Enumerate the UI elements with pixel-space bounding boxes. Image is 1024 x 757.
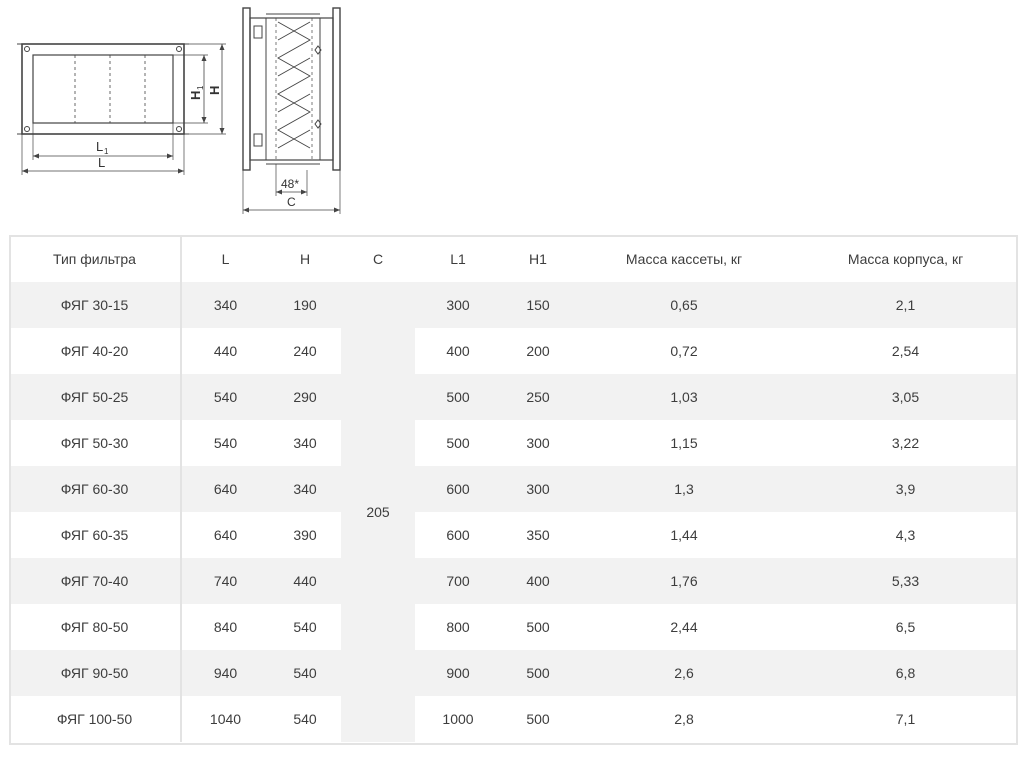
bolt-icon	[25, 127, 30, 132]
cell-l1: 300	[415, 282, 501, 328]
cell-cassette-mass: 1,03	[575, 374, 793, 420]
header-h: H	[299, 250, 311, 267]
cell-l: 940	[181, 650, 269, 696]
dim-label-h1: H	[188, 90, 203, 100]
cell-body-mass: 3,22	[891, 435, 920, 451]
header-l1: L1	[450, 250, 466, 267]
cell-type: ФЯГ 80-50	[9, 604, 181, 650]
clamp-icon	[254, 134, 262, 146]
table-header-row	[9, 235, 1018, 282]
cell-cassette-mass: 1,15	[670, 435, 698, 451]
cell-body-mass: 6,8	[793, 650, 1018, 696]
cell-h1: 150	[501, 282, 575, 328]
cell-l: 640	[213, 527, 238, 543]
cell-type: ФЯГ 50-25	[9, 374, 181, 420]
cell-type: ФЯГ 60-35	[9, 512, 181, 558]
cell-body-mass: 7,1	[895, 711, 916, 727]
cell-h1: 350	[526, 527, 550, 543]
header-h1: H1	[529, 250, 547, 267]
cell-l1: 900	[415, 650, 501, 696]
header-c: C	[372, 250, 384, 267]
cell-cassette-mass: 1,44	[670, 527, 698, 543]
table-row	[9, 328, 1018, 374]
cell-h: 290	[269, 374, 341, 420]
cell-l: 640	[181, 466, 269, 512]
cell-body-mass: 2,1	[793, 282, 1018, 328]
bolt-icon	[25, 47, 30, 52]
table-row	[9, 696, 1018, 742]
cell-h: 540	[269, 650, 341, 696]
dim-label-l1: L	[96, 139, 104, 154]
cell-l1: 700	[415, 558, 501, 604]
cell-h: 240	[293, 343, 317, 359]
cell-h1: 500	[526, 619, 550, 635]
cell-l: 340	[181, 282, 269, 328]
cell-l: 840	[213, 619, 238, 635]
cell-h1: 300	[501, 466, 575, 512]
cell-h1: 200	[526, 343, 550, 359]
cell-l: 1040	[209, 711, 242, 727]
bolt-icon	[177, 47, 182, 52]
cell-l1: 500	[446, 435, 470, 451]
cell-h: 390	[293, 527, 317, 543]
cell-h: 340	[269, 466, 341, 512]
cell-h: 340	[293, 435, 317, 451]
cell-l1: 400	[446, 343, 470, 359]
side-view-labels	[281, 177, 299, 209]
cell-cassette-mass: 0,72	[670, 343, 698, 359]
table-row	[9, 650, 1018, 696]
cell-body-mass: 6,5	[895, 619, 916, 635]
cell-h1: 300	[526, 435, 550, 451]
table-row	[9, 374, 1018, 420]
cell-cassette-mass: 2,8	[674, 711, 694, 727]
cell-h1: 400	[501, 558, 575, 604]
front-inner-frame	[33, 55, 173, 123]
cell-cassette-mass: 2,44	[670, 619, 698, 635]
filter-spec-table	[9, 235, 1018, 742]
header-type: Тип фильтра	[9, 235, 181, 282]
cell-body-mass: 3,05	[793, 374, 1018, 420]
dim-label-l: L	[98, 155, 106, 170]
front-view-labels	[96, 85, 222, 170]
dim-label-c: C	[287, 195, 296, 209]
dim-label-h1-sub: 1	[196, 85, 205, 90]
dim-label-l1-sub: 1	[104, 147, 109, 156]
dim-label-h: H	[207, 85, 222, 95]
cell-l1: 800	[446, 619, 470, 635]
header-l: L	[221, 250, 230, 267]
cell-l: 540	[213, 435, 238, 451]
cell-h1: 250	[501, 374, 575, 420]
cell-l: 540	[181, 374, 269, 420]
cell-l1: 500	[415, 374, 501, 420]
cell-type: ФЯГ 90-50	[9, 650, 181, 696]
cell-l1: 600	[415, 466, 501, 512]
cell-body-mass: 3,9	[793, 466, 1018, 512]
header-cassette-mass: Масса кассеты, кг	[625, 250, 743, 267]
cell-h: 440	[269, 558, 341, 604]
cell-body-mass: 5,33	[793, 558, 1018, 604]
table-row	[9, 466, 1018, 512]
cell-cassette-mass: 1,3	[575, 466, 793, 512]
table-row	[9, 282, 1018, 328]
cell-cassette-mass: 0,65	[575, 282, 793, 328]
drawing-svg	[0, 0, 360, 222]
cell-c: 205	[341, 282, 415, 742]
cell-cassette-mass: 1,76	[575, 558, 793, 604]
header-body-mass: Масса корпуса, кг	[847, 250, 964, 267]
cell-l1: 1000	[442, 711, 474, 727]
cell-h: 540	[293, 711, 317, 727]
cell-h: 540	[293, 619, 317, 635]
cell-type: ФЯГ 60-30	[9, 466, 181, 512]
bolt-icon	[177, 127, 182, 132]
dim-label-offset: 48*	[281, 177, 300, 191]
cell-type: ФЯГ 40-20	[9, 328, 181, 374]
cell-h1: 500	[526, 711, 550, 727]
cell-body-mass: 2,54	[891, 343, 920, 359]
cell-l: 740	[181, 558, 269, 604]
cell-h: 190	[269, 282, 341, 328]
cell-h1: 500	[501, 650, 575, 696]
cell-cassette-mass: 2,6	[575, 650, 793, 696]
clamp-icon	[254, 26, 262, 38]
table-row	[9, 420, 1018, 466]
table-row	[9, 604, 1018, 650]
cell-l: 440	[213, 343, 238, 359]
cell-type: ФЯГ 70-40	[9, 558, 181, 604]
table-row	[9, 512, 1018, 558]
table-row	[9, 558, 1018, 604]
cell-type: ФЯГ 50-30	[9, 420, 181, 466]
front-view	[17, 44, 226, 175]
cell-type: ФЯГ 30-15	[9, 282, 181, 328]
technical-drawing	[0, 0, 360, 222]
cell-type: ФЯГ 100-50	[9, 696, 181, 742]
cell-body-mass: 4,3	[895, 527, 916, 543]
cell-l1: 600	[446, 527, 470, 543]
front-outer-frame	[22, 44, 184, 134]
